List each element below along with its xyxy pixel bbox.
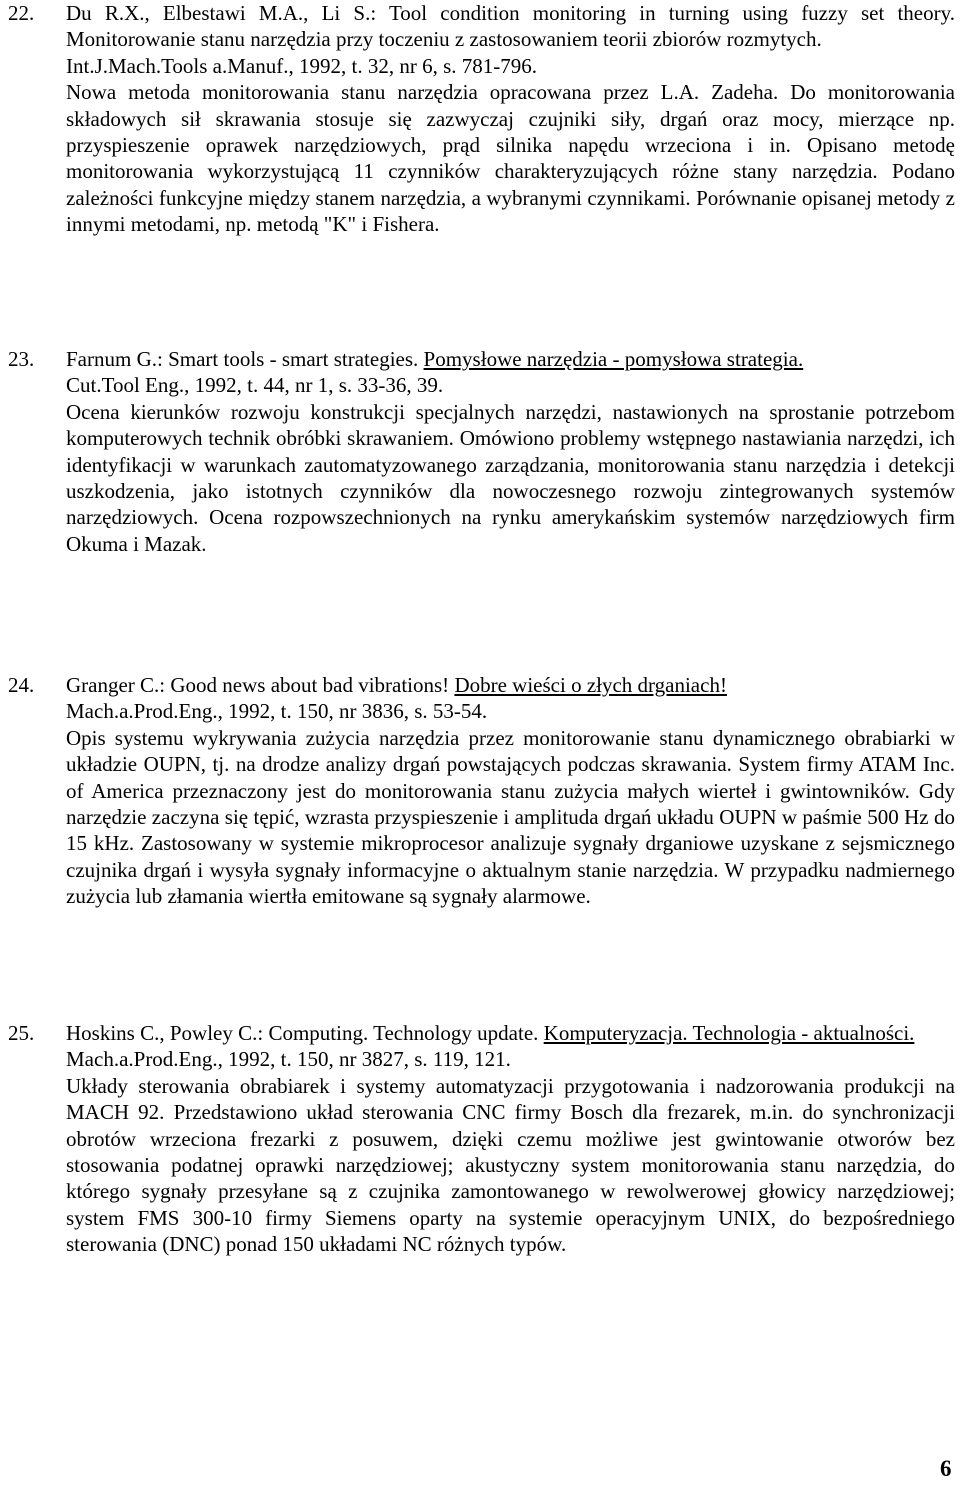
- entry-title-original: Smart tools - smart strategies.: [168, 347, 424, 371]
- entry-number: 24.: [8, 673, 35, 697]
- page-number: 6: [940, 1456, 952, 1481]
- entry-abstract: Nowa metoda monitorowania stanu narzędzia opracowana przez L.A. Zadeha. Do monitorowania składowych sił skrawania stosuje się zazwyczaj czujniki siły, drgań oraz mocy, mierzące np. przyspieszenie oprawek narzędziowych, prąd silnika napędu wrzeciona i in. Opisano metodę monitorowania wykorzystującą 11 czynników charakteryzujących różne stany narzędzia. Podano zależności funkcyjne między stanem narzędzia, a wybranymi czynnikami. Porównanie opisanej metody z innymi metodami, np. metodą "K" i Fishera.: [66, 80, 955, 237]
- entry-number: 25.: [8, 1021, 35, 1045]
- entry-title-translation: Komputeryzacja. Technologia - aktualności.: [543, 1021, 915, 1045]
- entry-authors: Hoskins C., Powley C.:: [66, 1021, 269, 1045]
- entry-authors: Farnum G.:: [66, 347, 169, 371]
- entry-title-original: Tool condition monitoring in turning using fuzzy set theory.: [388, 1, 955, 25]
- entry-citation: Int.J.Mach.Tools a.Manuf., 1992, t. 32, nr 6, s. 781-796.: [66, 53, 537, 78]
- entry-heading: [66, 1020, 955, 1046]
- entry-body: [66, 672, 955, 910]
- entry-heading: [66, 0, 955, 53]
- entry-abstract: Opis systemu wykrywania zużycia narzędzia przez monitorowanie stanu dynamicznego obrabiarki w układzie OUPN, tj. na drodze analizy drgań powstających podczas skrawania. System firmy ATAM Inc. of America przeznaczony jest do monitorowania stanu zużycia małych wierteł i gwintowników. Gdy narzędzie zaczyna się tępić, wzrasta przyspieszenie i amplituda drgań układu OUPN w paśmie 500 Hz do 15 kHz. Zastosowany w systemie mikroprocesor analizuje sygnały drganiowe uzyskane z sejsmicznego czujnika drgań i wysyła sygnały informacyjne o aktualnym stanie narzędzia. W przypadku nadmiernego zużycia lub złamania wiertła emitowane są sygnały alarmowe.: [66, 725, 955, 909]
- entry-citation: Mach.a.Prod.Eng., 1992, t. 150, nr 3827, s. 119, 121.: [66, 1047, 511, 1072]
- entry-title-original: Computing. Technology update.: [268, 1021, 544, 1045]
- entry-citation: Mach.a.Prod.Eng., 1992, t. 150, nr 3836, s. 53-54.: [66, 699, 488, 724]
- entry-heading: [66, 346, 955, 372]
- entry-number: 23.: [8, 347, 35, 371]
- entry-title-translation: Monitorowanie stanu narzędzia przy toczeniu z zastosowaniem teorii zbiorów rozmytych.: [66, 27, 822, 52]
- entry-body: [66, 1020, 955, 1258]
- entry-title-original: Good news about bad vibrations!: [170, 673, 455, 697]
- entry-heading: [66, 672, 955, 698]
- entry-title-translation: Dobre wieści o złych drganiach!: [454, 673, 727, 697]
- entry-body: [66, 0, 955, 238]
- entry-abstract: Ocena kierunków rozwoju konstrukcji specjalnych narzędzi, nastawionych na sprostanie potrzebom komputerowych technik obróbki skrawaniem. Omówiono problemy wstępnego nastawiania narzędzi, ich identyfikacji w warunkach zautomatyzowanego zarządzania, monitorowania stanu narzędzia i detekcji uszkodzenia, jako istotnych czynników dla nowoczesnego rozwoju zintegrowanych systemów narzędziowych. Ocena rozpowszechnionych na rynku amerykańskim systemów narzędziowych firm Okuma i Mazak.: [66, 399, 955, 556]
- entry-title-translation: Pomysłowe narzędzia - pomysłowa strategia.: [423, 347, 804, 371]
- entry-abstract: Układy sterowania obrabiarek i systemy automatyzacji przygotowania i nadzorowania produkcji na MACH 92. Przedstawiono układ sterowania CNC firmy Bosch dla frezarek, m.in. do synchronizacji obrotów wrzeciona frezarki z posuwem, dzięki czemu możliwe jest gwintowanie otworów bez stosowania podatnej oprawki narzędziowej; akustyczny system monitorowania stanu narzędzia, do którego sygnały przesyłane są z czujnika zamontowanego w rewolwerowej głowicy narzędziowej; system FMS 300-10 firmy Siemens oparty na systemie operacyjnym UNIX, do bezpośredniego sterowania (DNC) ponad 150 układami NC różnych typów.: [66, 1073, 955, 1257]
- entry-authors: Du R.X., Elbestawi M.A., Li S.:: [66, 1, 389, 25]
- entry-body: [66, 346, 955, 557]
- entry-authors: Granger C.:: [66, 673, 171, 697]
- entry-number: 22.: [8, 1, 35, 25]
- entry-citation: Cut.Tool Eng., 1992, t. 44, nr 1, s. 33-36, 39.: [66, 373, 444, 398]
